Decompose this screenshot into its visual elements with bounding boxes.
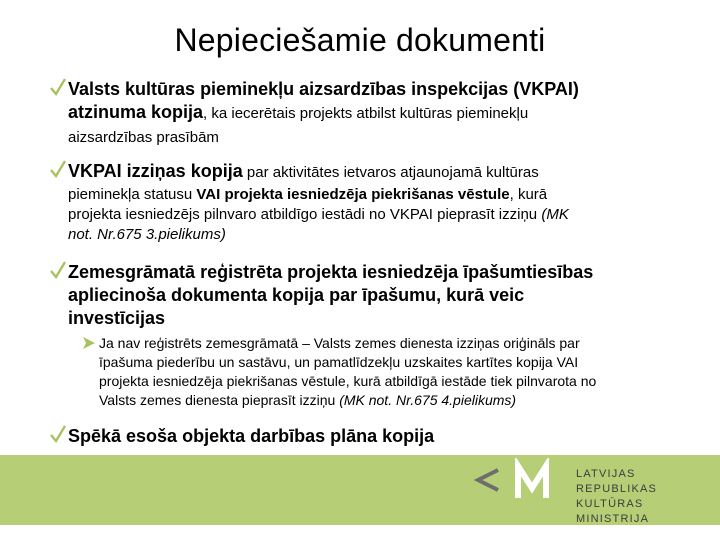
item-lead: investīcijas [68,308,166,328]
checkmark-icon [50,78,66,98]
item-text: , ka iecerētais projekts atbilst kultūras pieminekļu [203,105,529,122]
sub-item-text: Ja nav reģistrēts zemesgrāmatā – Valsts zemes dienesta izziņas oriģināls par [99,335,580,351]
item-reference: not. Nr.675 3.pielikums) [68,226,226,243]
item-lead: Zemesgrāmatā reģistrēta projekta iesniedzēja īpašumtiesības [68,262,594,282]
logo-line-1: LATVIJAS REPUBLIKAS [576,468,658,495]
list-item [50,160,690,245]
sub-item-text: īpašuma piederību un sastāvu, un pamatlīdzekļu uzskaites kartītes kopija VAI [99,354,579,370]
item-reference: (MK [541,206,569,223]
sub-item-reference: (MK not. Nr.675 4.pielikums) [339,392,517,408]
sub-item-text: Valsts zemes dienesta pieprasīt izziņu [99,392,340,408]
page-title: Nepieciešamie dokumenti [174,22,546,58]
arrow-bullet-icon [82,336,96,355]
item-emphasis: VAI projekta iesniedzēja piekrišanas vēstule [196,186,510,203]
sub-item-text: projekta iesniedzēja piekrišanas vēstule, kurā atbildīgā iestāde tiek pilnvarota no [99,373,597,389]
item-lead: atzinuma kopija [68,102,204,122]
ministry-logo-icon [470,458,570,511]
sub-list-item [82,334,682,410]
ministry-logo-text [576,467,720,527]
list-item [50,78,690,148]
list-item [50,425,690,448]
item-lead: Valsts kultūras pieminekļu aizsardzības inspekcijas (VKPAI) [68,79,579,99]
checkmark-icon [50,261,66,281]
item-text: projekta iesniedzējs pilnvaro atbildīgo iestādi no VKPAI pieprasīt izziņu [68,206,542,223]
checkmark-icon [50,425,66,445]
list-item [50,261,690,330]
item-text: , kurā [509,186,548,203]
checkmark-icon [50,160,66,180]
item-lead: apliecinoša dokumenta kopija par īpašumu, kurā veic [68,285,525,305]
item-text: aizsardzības prasībām [68,129,219,146]
item-text: pieminekļa statusu [68,186,197,203]
item-lead: Spēkā esoša objekta darbības plāna kopija [68,426,435,446]
item-text: par aktivitātes ietvaros atjaunojamā kultūras [242,164,539,181]
item-lead: VKPAI izziņas kopija [68,161,243,181]
logo-line-2: KULTŪRAS MINISTRIJA [576,498,650,525]
